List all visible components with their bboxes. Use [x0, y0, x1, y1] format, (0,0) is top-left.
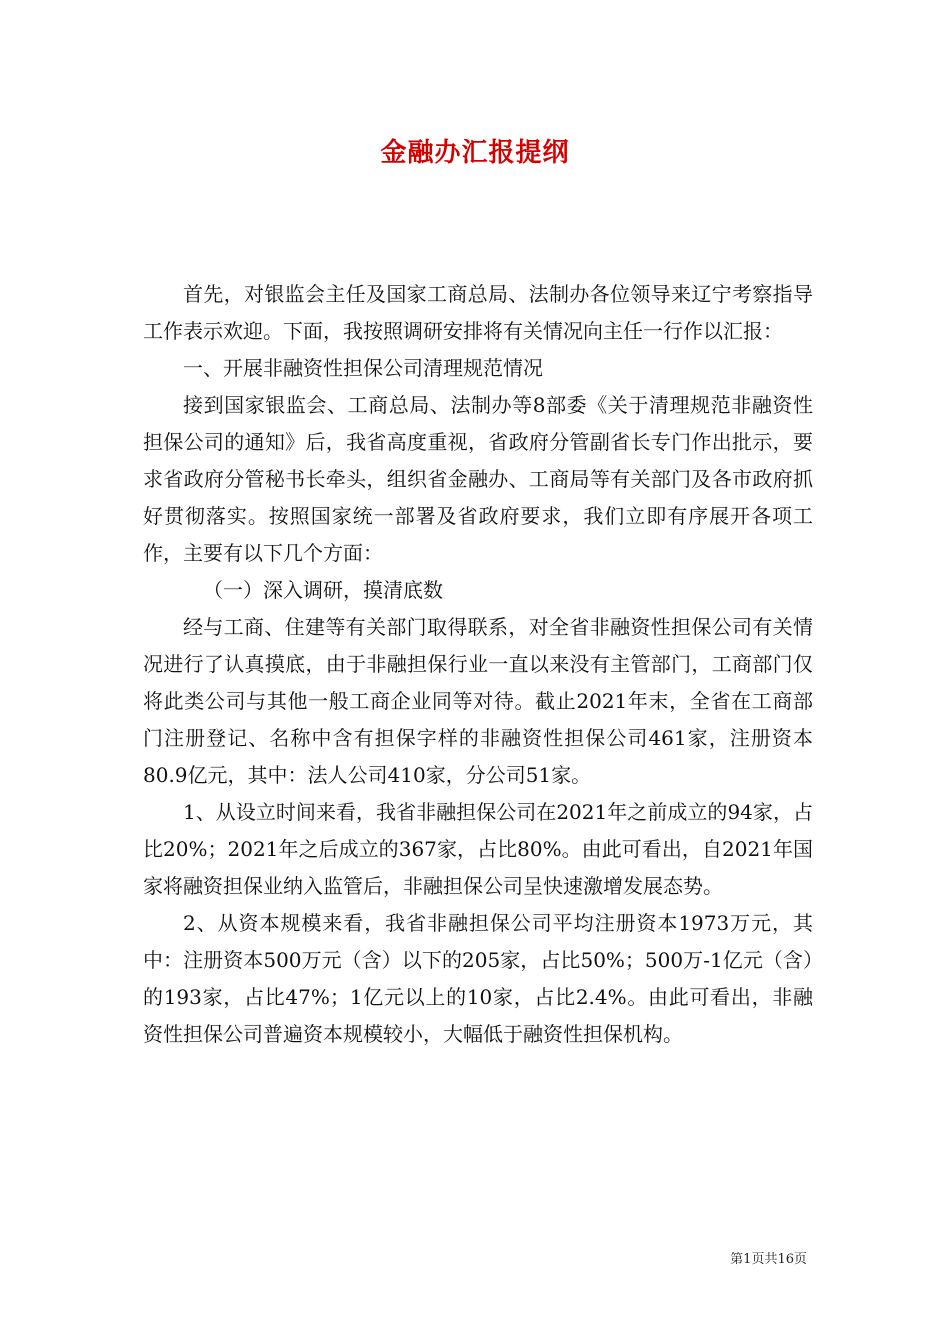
page-number: 第1页共16页: [730, 1252, 807, 1267]
body-paragraph: 接到国家银监会、工商总局、法制办等8部委《关于清理规范非融资性担保公司的通知》后，我省高度重视，省政府分管副省长专门作出批示，要求省政府分管秘书长牵头，组织省金融办、工商局等有关部门及各市政府抓好贯彻落实。按照国家统一部署及省政府要求，我们立即有序展开各项工作，主要有以下几个方面：: [143, 393, 813, 565]
document-body: [143, 276, 813, 1053]
section-heading: 一、开展非融资性担保公司清理规范情况: [183, 356, 543, 380]
body-paragraph: 经与工商、住建等有关部门取得联系，对全省非融资性担保公司有关情况进行了认真摸底，由于非融担保行业一直以来没有主管部门，工商部门仅将此类公司与其他一般工商企业同等对待。截止2021年末，全省在工商部门注册登记、名称中含有担保字样的非融资性担保公司461家，注册资本80.9亿元，其中：法人公司410家，分公司51家。: [143, 615, 813, 787]
page-title: 金融办汇报提纲: [380, 138, 570, 168]
sub-heading: （一）深入调研，摸清底数: [203, 578, 443, 602]
intro-paragraph: 首先，对银监会主任及国家工商总局、法制办各位领导来辽宁考察指导工作表示欢迎。下面，我按照调研安排将有关情况向主任一行作以汇报：: [143, 282, 813, 343]
list-item: 1、从设立时间来看，我省非融担保公司在2021年之前成立的94家，占比20%；2021年之后成立的367家，占比80%。由此可看出，自2021年国家将融资担保业纳入监管后，非融担保公司呈快速激增发展态势。: [143, 800, 813, 898]
list-item: 2、从资本规模来看，我省非融担保公司平均注册资本1973万元，其中：注册资本500万元（含）以下的205家，占比50%；500万-1亿元（含）的193家，占比47%；1亿元以上的10家，占比2.4%。由此可看出，非融资性担保公司普遍资本规模较小，大幅低于融资性担保机构。: [143, 911, 813, 1046]
